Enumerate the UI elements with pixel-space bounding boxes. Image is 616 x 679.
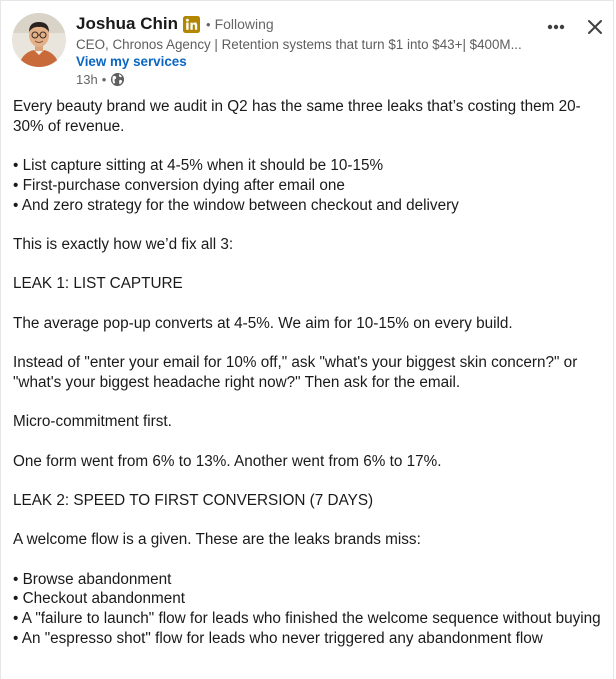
close-icon [587,19,603,35]
post-body [13,97,603,649]
post-paragraph: The average pop-up converts at 4-5%. We aim for 10-15% on every build. [13,314,513,332]
linkedin-icon [183,16,200,33]
avatar[interactable] [12,13,66,67]
post-bullet-line: • And zero strategy for the window between checkout and delivery [13,196,459,214]
post-paragraph: LEAK 2: SPEED TO FIRST CONVERSION (7 DAYS) [13,491,374,509]
post-meta [76,71,125,88]
post-bullet-line: • Browse abandonment [13,570,172,588]
post-bullet-line: • A "failure to launch" flow for leads who finished the welcome sequence without buying [13,610,601,628]
post-paragraph: This is exactly how we’d fix all 3: [13,235,234,253]
post-paragraph: Instead of "enter your email for 10% off," ask "what's your biggest skin concern?" or "what's your biggest headache right now?" Then ask for the email. [13,354,578,391]
post-paragraph: One form went from 6% to 13%. Another went from 6% to 17%. [13,452,442,470]
post-time: 13h [76,72,98,87]
post-paragraph: LEAK 1: LIST CAPTURE [13,275,183,293]
post-paragraph: Every beauty brand we audit in Q2 has the same three leaks that’s costing them 20-30% of revenue. [13,98,581,135]
post-bullet-line: • An "espresso shot" flow for leads who never triggered any abandonment flow [13,629,543,647]
author-name[interactable]: Joshua Chin [76,14,179,33]
meta-separator-dot: • [101,72,107,87]
post-paragraph: Micro-commitment first. [13,413,172,431]
more-options-button[interactable] [542,15,570,39]
post-bullet-line: • List capture sitting at 4-5% when it should be 10-15% [13,157,384,175]
author-header [76,13,274,35]
author-headline: CEO, Chronos Agency | Retention systems that turn $1 into $43+| $400M... [76,37,522,52]
post-bullet-line: • Checkout abandonment [13,590,186,608]
post-bullet-line: • First-purchase conversion dying after email one [13,176,345,194]
close-button[interactable] [583,15,607,39]
view-services-link[interactable]: View my services [76,54,187,69]
following-status[interactable]: Following [214,16,274,32]
separator-dot: • [206,16,211,32]
post-paragraph: A welcome flow is a given. These are the leaks brands miss: [13,531,421,549]
more-horizontal-icon [547,24,565,30]
globe-icon [110,72,125,87]
